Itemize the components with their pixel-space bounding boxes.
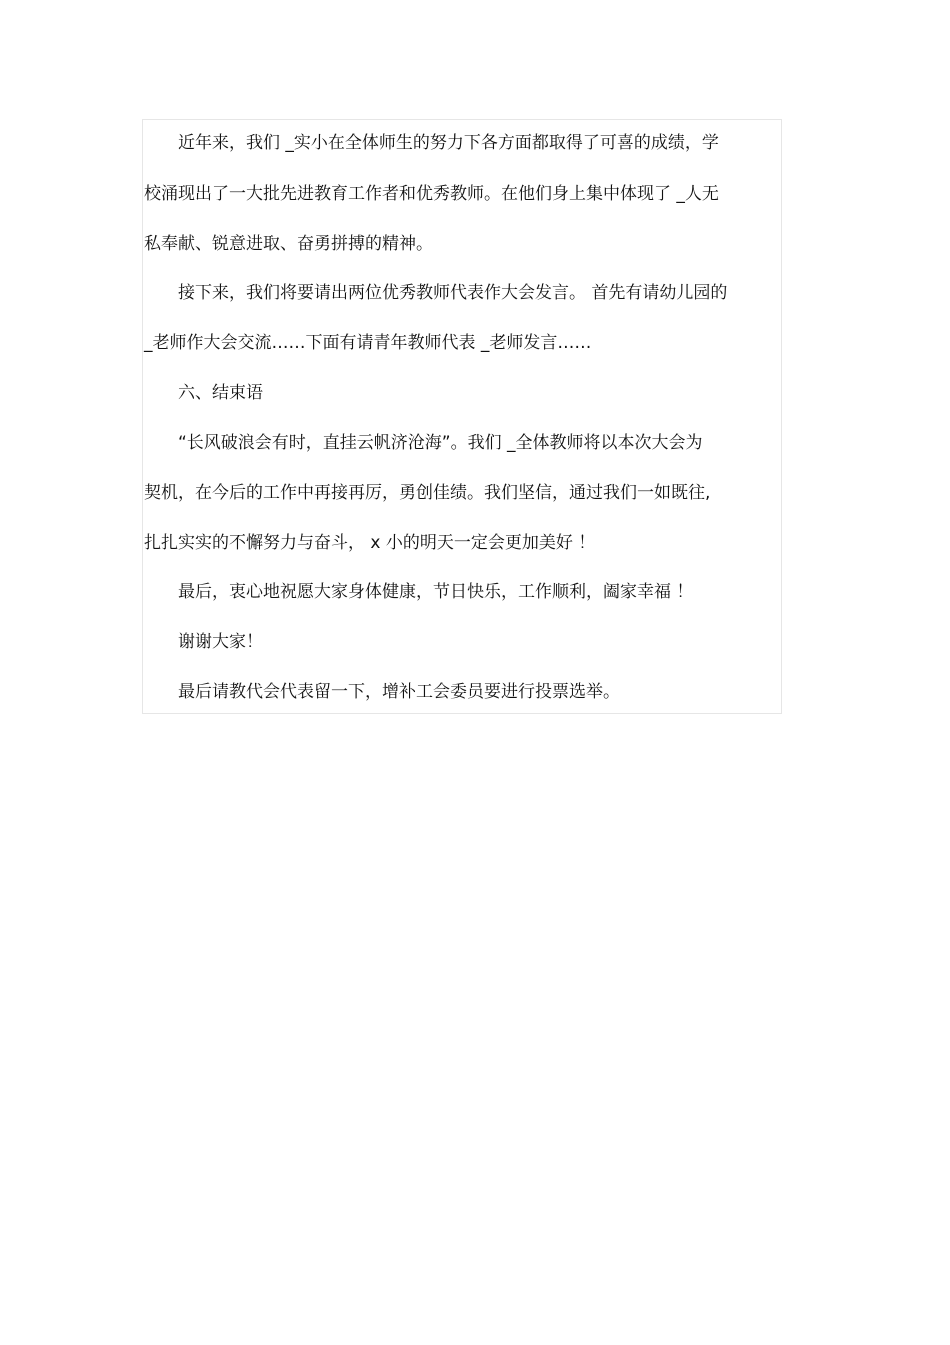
paragraph-line: 接下来，我们将要请出两位优秀教师代表作大会发言。 首先有请幼儿园的	[178, 283, 728, 303]
paragraph-line: 校涌现出了一大批先进教育工作者和优秀教师。在他们身上集中体现了 _人无	[144, 184, 719, 204]
paragraph-line: 近年来，我们 _实小在全体师生的努力下各方面都取得了可喜的成绩，学	[178, 133, 719, 153]
paragraph-line: 契机，在今后的工作中再接再厉，勇创佳绩。我们坚信，通过我们一如既往,	[144, 483, 711, 503]
paragraph-line: 扎扎实实的不懈努力与奋斗， x 小的明天一定会更加美好 ！	[144, 533, 596, 553]
paragraph-line: 最后请教代会代表留一下，增补工会委员要进行投票选举。	[178, 682, 620, 702]
paragraph-line: 谢谢大家！	[178, 632, 263, 652]
paragraph-line: “长风破浪会有时，直挂云帆济沧海”。我们 _全体教师将以本次大会为	[178, 433, 703, 453]
text-frame	[142, 119, 782, 714]
paragraph-line: _老师作大会交流……下面有请青年教师代表 _老师发言……	[144, 333, 592, 353]
paragraph-line: 私奉献、锐意进取、奋勇拼搏的精神。	[144, 234, 433, 254]
section-heading: 六、结束语	[178, 383, 263, 403]
paragraph-line: 最后，衷心地祝愿大家身体健康，节日快乐，工作顺利，阖家幸福 ！	[178, 582, 694, 602]
